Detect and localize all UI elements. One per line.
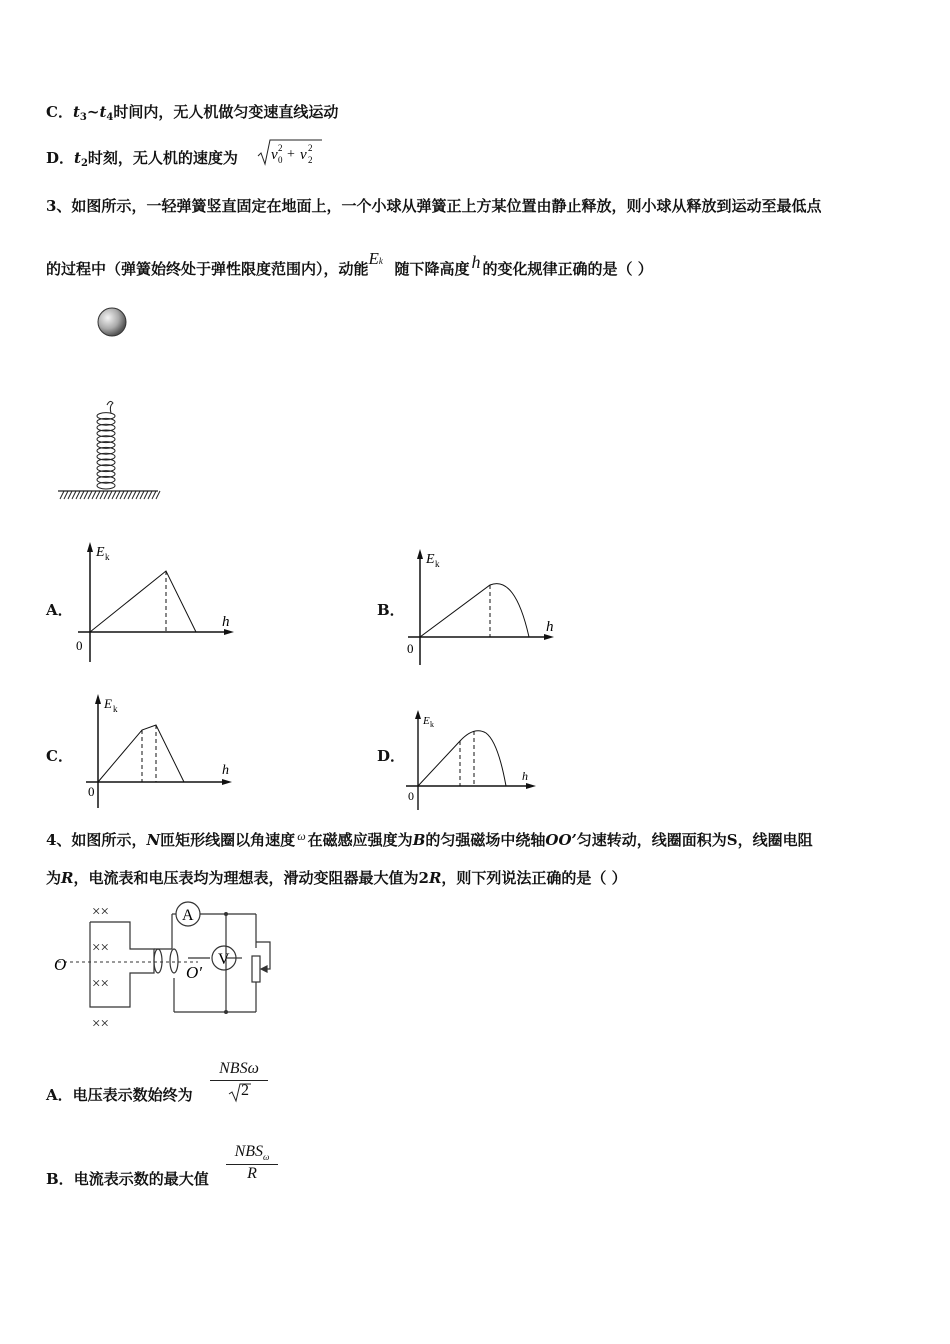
q3-stem-line2: 的过程中（弹簧始终处于弹性限度范围内），动能Ek 随下降高度 h 的变化规律正确的是（ ） — [46, 249, 653, 278]
hatch-line — [100, 491, 104, 499]
svg-text:E: E — [96, 545, 105, 560]
svg-text:k: k — [105, 552, 110, 562]
q4-stem-line2: 为R，电流表和电压表均为理想表，滑动变阻器最大值为2R，则下列说法正确的是（ ） — [46, 869, 627, 887]
hatch-line — [148, 491, 152, 499]
svg-text:××: ×× — [92, 940, 109, 956]
svg-text:v: v — [271, 147, 278, 163]
svg-text:h: h — [546, 619, 554, 635]
option-c-prev: C．$t_3\sim t_4$时间内，无人机做匀变速直线运动 — [46, 103, 339, 123]
option-d-prev: D．$t_2$时刻，无人机的速度为 — [46, 149, 238, 169]
fraction-b: $NBS_\omega$ R — [226, 1143, 278, 1183]
slip-ring-2 — [170, 949, 178, 973]
svg-text:h: h — [522, 769, 528, 783]
spring — [97, 401, 115, 489]
graph-a — [70, 540, 250, 665]
hatch-line — [60, 491, 64, 499]
svg-text:v: v — [300, 147, 307, 163]
svg-text:O′: O′ — [186, 963, 202, 982]
spring-ball-figure — [40, 300, 180, 510]
graph-b — [400, 545, 570, 670]
svg-text:0: 0 — [407, 641, 414, 656]
slip-ring-1 — [154, 949, 162, 973]
svg-text:××: ×× — [92, 904, 109, 920]
graph-d — [398, 708, 558, 813]
hatch-line — [136, 491, 140, 499]
option-d-label: D． — [377, 747, 406, 765]
magnetic-field-crosses — [92, 904, 109, 1032]
svg-text:h: h — [222, 763, 229, 778]
hatch-line — [108, 491, 112, 499]
svg-text:O: O — [54, 955, 67, 974]
svg-text:A: A — [182, 907, 194, 924]
q4-stem-line1: 4、如图所示，N匝矩形线圈以角速度 $^\omega$ 在磁感应强度为B的匀强磁场中绕轴OO’匀速转动，线圈面积为S，线圈电阻 — [46, 829, 813, 849]
svg-text:0: 0 — [408, 789, 414, 803]
svg-text:2: 2 — [308, 155, 313, 165]
svg-text:V: V — [218, 951, 230, 968]
q4-option-a: A．电压表示数始终为 — [46, 1086, 193, 1104]
hatch-line — [152, 491, 156, 499]
hatch-line — [128, 491, 132, 499]
q4-option-b: B．电流表示数的最大值 — [46, 1170, 209, 1188]
graph-c — [78, 692, 248, 812]
hatch-line — [88, 491, 92, 499]
svg-text:××: ×× — [92, 976, 109, 992]
svg-text:h: h — [222, 614, 230, 630]
svg-text:k: k — [430, 720, 434, 729]
svg-text:0: 0 — [76, 638, 83, 653]
option-a-label: A． — [46, 601, 73, 619]
svg-text:E: E — [104, 696, 112, 711]
hatch-line — [116, 491, 120, 499]
hatch-line — [64, 491, 68, 499]
hatch-line — [72, 491, 76, 499]
hatch-line — [68, 491, 72, 499]
hatch-line — [120, 491, 124, 499]
svg-text:E: E — [426, 552, 435, 567]
svg-text:0: 0 — [88, 784, 95, 799]
generator-circuit — [48, 896, 288, 1036]
hatch-line — [112, 491, 116, 499]
svg-text:2: 2 — [278, 143, 283, 153]
hatch-line — [92, 491, 96, 499]
svg-text:k: k — [113, 704, 118, 714]
hatch-line — [76, 491, 80, 499]
hatch-line — [80, 491, 84, 499]
option-b-label: B． — [377, 601, 405, 619]
option-c-label: C． — [46, 747, 73, 765]
svg-text:+: + — [287, 147, 295, 162]
hatch-line — [84, 491, 88, 499]
hatch-line — [104, 491, 108, 499]
hatch-line — [96, 491, 100, 499]
q3-stem-line1: 3、如图所示，一轻弹簧竖直固定在地面上，一个小球从弹簧正上方某位置由静止释放，则小球从释放到运动至最低点 — [46, 197, 822, 215]
hatch-line — [132, 491, 136, 499]
ball — [98, 308, 126, 336]
svg-text:2: 2 — [308, 143, 313, 153]
hatch-line — [124, 491, 128, 499]
fraction-a: NBSω 2 — [210, 1060, 268, 1100]
svg-text:E: E — [423, 715, 430, 727]
ground-hatch — [60, 491, 160, 499]
svg-text:××: ×× — [92, 1016, 109, 1032]
hatch-line — [144, 491, 148, 499]
hatch-line — [156, 491, 160, 499]
svg-text:0: 0 — [278, 155, 283, 165]
hatch-line — [140, 491, 144, 499]
rheostat — [252, 956, 260, 982]
svg-text:k: k — [435, 559, 440, 569]
sqrt-expression — [256, 136, 326, 168]
